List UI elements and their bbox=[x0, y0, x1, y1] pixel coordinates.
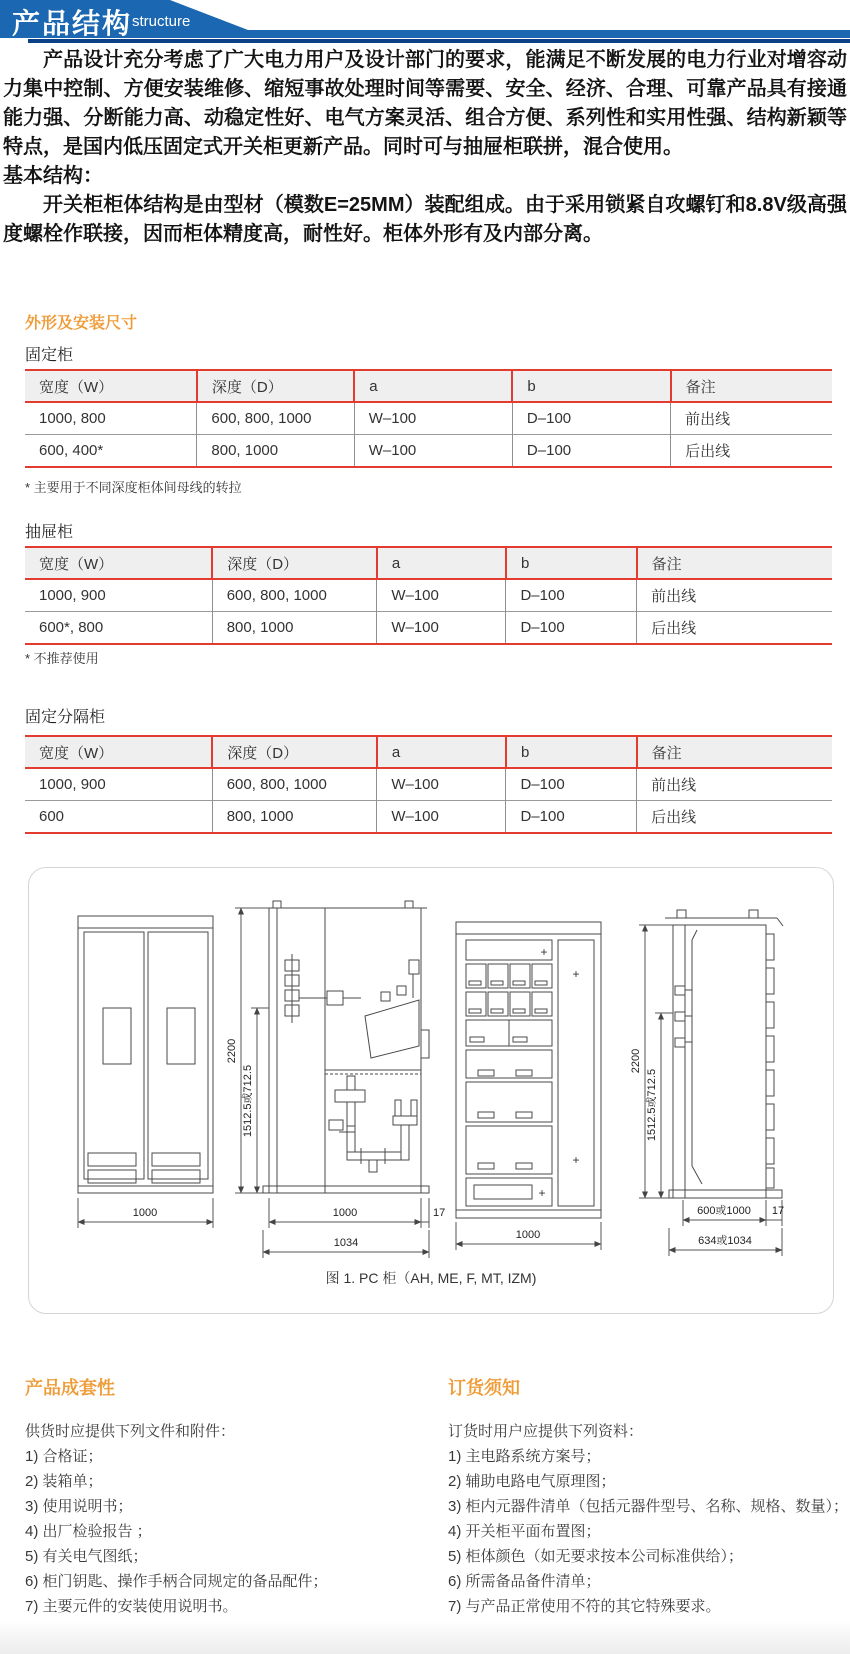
front-view-drawing bbox=[78, 916, 213, 1228]
cell: D–100 bbox=[512, 402, 670, 435]
cell: 1000, 900 bbox=[25, 768, 212, 801]
dimension-label: 1034 bbox=[333, 1237, 359, 1249]
list-item: 2) 装箱单； bbox=[25, 1473, 103, 1490]
figure-box bbox=[28, 867, 834, 1314]
dimension-label: 1000 bbox=[515, 1229, 541, 1241]
cell: 800, 1000 bbox=[212, 612, 377, 645]
table-row bbox=[25, 579, 832, 612]
col-header: 深度（D） bbox=[212, 736, 377, 768]
col-header: 深度（D） bbox=[212, 547, 377, 579]
technical-drawings bbox=[29, 868, 833, 1266]
cell: 600, 800, 1000 bbox=[197, 402, 354, 435]
list-item: 1) 合格证； bbox=[25, 1448, 103, 1465]
table-row bbox=[25, 435, 832, 468]
intro-text bbox=[3, 46, 847, 249]
col-header: 深度（D） bbox=[197, 370, 354, 402]
table-row bbox=[25, 402, 832, 435]
drawer-cabinet-footnote: * 不推荐使用 bbox=[25, 651, 99, 666]
figure-caption: 图 1. PC 柜（AH, ME, F, MT, IZM) bbox=[325, 1270, 537, 1286]
drawer-front-view-drawing bbox=[456, 922, 601, 1250]
col-header: b bbox=[506, 736, 637, 768]
col-header: 宽度（W） bbox=[25, 736, 212, 768]
table-header-row bbox=[25, 370, 832, 402]
cell: W–100 bbox=[377, 768, 506, 801]
cell: 600, 800, 1000 bbox=[212, 579, 377, 612]
page-bottom-fade bbox=[0, 1620, 850, 1654]
cell: D–100 bbox=[506, 801, 637, 834]
svg-text:+: + bbox=[538, 1186, 546, 1200]
list-item: 7) 与产品正常使用不符的其它特殊要求。 bbox=[448, 1598, 721, 1615]
col-header: a bbox=[354, 370, 512, 402]
cell: 后出线 bbox=[671, 435, 832, 468]
svg-text:+: + bbox=[572, 1153, 580, 1167]
list-item: 3) 使用说明书； bbox=[25, 1498, 133, 1515]
cell: 前出线 bbox=[671, 402, 832, 435]
ordering-heading: 订货须知 bbox=[448, 1378, 520, 1398]
cell: 600 bbox=[25, 801, 212, 834]
list-item: 5) 柜体颜色（如无要求按本公司标准供给）； bbox=[448, 1548, 744, 1565]
cell: W–100 bbox=[354, 435, 512, 468]
dimension-label: 600或1000 bbox=[697, 1205, 751, 1217]
ordering-section bbox=[448, 1376, 848, 1619]
fixed-partition-caption: 固定分隔柜 bbox=[25, 709, 106, 726]
cell: 800, 1000 bbox=[212, 801, 377, 834]
table-row bbox=[25, 612, 832, 645]
drawer-cabinet-caption: 抽屉柜 bbox=[25, 524, 74, 541]
col-header: 宽度（W） bbox=[25, 370, 197, 402]
dimensions-heading: 外形及安装尺寸 bbox=[25, 315, 138, 332]
col-header: b bbox=[506, 547, 637, 579]
col-header: 备注 bbox=[637, 736, 832, 768]
table-header-row bbox=[25, 547, 832, 579]
page-banner bbox=[0, 0, 850, 46]
cell: 1000, 900 bbox=[25, 579, 212, 612]
fixed-cabinet-caption: 固定柜 bbox=[25, 347, 74, 364]
col-header: a bbox=[377, 736, 506, 768]
table-header-row bbox=[25, 736, 832, 768]
ordering-intro: 订货时用户应提供下列资料： bbox=[448, 1423, 644, 1440]
col-header: a bbox=[377, 547, 506, 579]
dimension-label: 1000 bbox=[132, 1207, 158, 1219]
cell: W–100 bbox=[377, 801, 506, 834]
cell: D–100 bbox=[506, 768, 637, 801]
dimension-label: 1000 bbox=[332, 1207, 358, 1219]
svg-text:+: + bbox=[572, 967, 580, 981]
col-header: 备注 bbox=[637, 547, 832, 579]
list-item: 5) 有关电气图纸； bbox=[25, 1548, 148, 1565]
list-item: 6) 所需备品备件清单； bbox=[448, 1573, 601, 1590]
dimension-label: 17 bbox=[433, 1207, 446, 1219]
completeness-section bbox=[25, 1376, 425, 1619]
cell: 600, 800, 1000 bbox=[212, 768, 377, 801]
fixed-partition-table bbox=[25, 735, 832, 834]
dimension-label: 17 bbox=[771, 1205, 785, 1217]
list-item: 4) 出厂检验报告 ； bbox=[25, 1523, 152, 1540]
intro-paragraph-1: 产品设计充分考虑了广大电力用户及设计部门的要求，能满足不断发展的电力行业对增容动力集中控制、方便安装维修、缩短事故处理时间等需要、安全、经济、合理、可靠产品具有接通能力强、分断能力高、动稳定性好、电气方案灵活、组合方便、系列性和实用性强、结构新颖等特点，是国内低压固定式开关柜更新产品。同时可与抽屉柜联拼，混合使用。 bbox=[3, 49, 847, 158]
side-view-drawing bbox=[630, 910, 784, 1256]
cell: 600*, 800 bbox=[25, 612, 212, 645]
completeness-heading: 产品成套性 bbox=[25, 1378, 115, 1398]
list-item: 2) 辅助电路电气原理图； bbox=[448, 1473, 616, 1490]
list-item: 7) 主要元件的安装使用说明书。 bbox=[25, 1598, 238, 1615]
cell: D–100 bbox=[506, 612, 637, 645]
cell: W–100 bbox=[377, 612, 506, 645]
cell: W–100 bbox=[377, 579, 506, 612]
list-item: 1) 主电路系统方案号； bbox=[448, 1448, 601, 1465]
banner-underline bbox=[28, 39, 850, 43]
col-header: b bbox=[512, 370, 670, 402]
cell: D–100 bbox=[506, 579, 637, 612]
dimension-label: 1512.5或712.5 bbox=[242, 1064, 254, 1138]
side-section-drawing bbox=[226, 901, 445, 1258]
page-subtitle: structure bbox=[132, 13, 191, 30]
cell: 前出线 bbox=[637, 768, 832, 801]
cell: W–100 bbox=[354, 402, 512, 435]
dimension-label: 634或1034 bbox=[698, 1235, 752, 1247]
completeness-intro: 供货时应提供下列文件和附件： bbox=[25, 1423, 236, 1440]
list-item: 4) 开关柜平面布置图； bbox=[448, 1523, 601, 1540]
cell: 800, 1000 bbox=[197, 435, 354, 468]
cell: 600, 400* bbox=[25, 435, 197, 468]
intro-paragraph-2: 开关柜柜体结构是由型材（模数E=25MM）装配组成。由于采用锁紧自攻螺钉和8.8V级高强度螺栓作联接，因而柜体精度高，耐性好。柜体外形有及内部分离。 bbox=[3, 194, 847, 245]
fixed-cabinet-footnote: * 主要用于不同深度柜体间母线的转拉 bbox=[25, 480, 242, 495]
fixed-cabinet-table bbox=[25, 369, 832, 468]
basic-structure-label: 基本结构： bbox=[3, 165, 103, 187]
table-row bbox=[25, 801, 832, 834]
cell: 后出线 bbox=[637, 612, 832, 645]
col-header: 宽度（W） bbox=[25, 547, 212, 579]
drawer-cabinet-table bbox=[25, 546, 832, 645]
cell: 后出线 bbox=[637, 801, 832, 834]
dimension-label: 2200 bbox=[630, 1048, 642, 1074]
col-header: 备注 bbox=[671, 370, 832, 402]
cell: D–100 bbox=[512, 435, 670, 468]
list-item: 3) 柜内元器件清单（包括元器件型号、名称、规格、数量）； bbox=[448, 1498, 849, 1515]
page-title: 产品结构 bbox=[12, 8, 133, 39]
table-row bbox=[25, 768, 832, 801]
cell: 前出线 bbox=[637, 579, 832, 612]
dimension-label: 1512.5或712.5 bbox=[646, 1068, 658, 1142]
dimension-label: 2200 bbox=[226, 1038, 238, 1064]
list-item: 6) 柜门钥匙、操作手柄合同规定的备品配件； bbox=[25, 1573, 328, 1590]
svg-text:+: + bbox=[540, 945, 548, 959]
cell: 1000, 800 bbox=[25, 402, 197, 435]
